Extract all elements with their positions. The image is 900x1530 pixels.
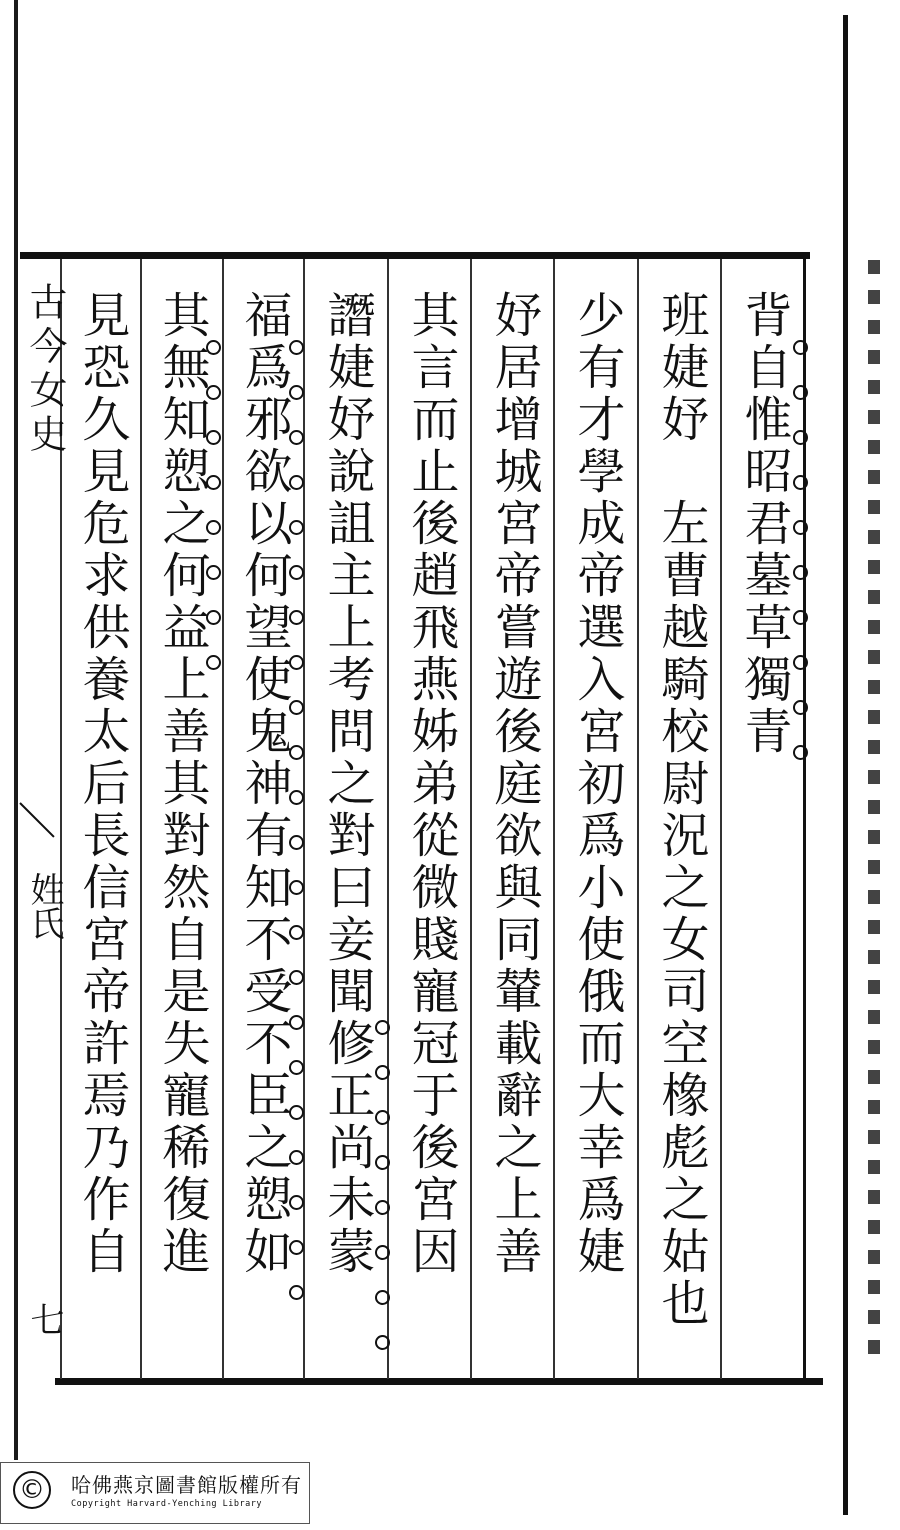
text-column [645, 290, 717, 1375]
text-column [478, 290, 550, 1375]
emphasis-circle [793, 655, 808, 670]
column-rule [637, 259, 639, 1379]
copyright-english: Copyright Harvard-Yenching Library [71, 1499, 262, 1509]
emphasis-circle [289, 1150, 304, 1165]
emphasis-marks [205, 340, 221, 700]
column-text: 福爲邪欲以何望使鬼神有知不受不臣之愬如 [236, 290, 292, 1278]
spine-section: 姓氏 [24, 872, 64, 940]
emphasis-circle [206, 430, 221, 445]
emphasis-circle [289, 475, 304, 490]
emphasis-circle [206, 340, 221, 355]
emphasis-circle [289, 1105, 304, 1120]
emphasis-circle [289, 1240, 304, 1255]
text-column [311, 290, 383, 1375]
column-rule [140, 259, 142, 1379]
emphasis-circle [289, 610, 304, 625]
column-rule [222, 259, 224, 1379]
text-column [395, 290, 467, 1375]
column-text: 班婕妤 左曹越騎校尉況之女司空橡彪之姑也 [653, 290, 709, 1330]
emphasis-circle [289, 385, 304, 400]
emphasis-circle [375, 1155, 390, 1170]
emphasis-circle [206, 610, 221, 625]
emphasis-circle [289, 880, 304, 895]
emphasis-circle [289, 655, 304, 670]
emphasis-circle [289, 835, 304, 850]
emphasis-circle [206, 475, 221, 490]
spine-title: 古今女史 [23, 282, 67, 458]
margin-punctuation-marks [868, 260, 880, 1360]
emphasis-circle [289, 1015, 304, 1030]
emphasis-circle [793, 745, 808, 760]
emphasis-circle [375, 1290, 390, 1305]
column-text: 其言而止後趙飛燕姊弟從微賤寵冠于後宮因 [403, 290, 459, 1278]
column-text: 少有才學成帝選入宮初爲小使俄而大幸爲婕 [569, 290, 625, 1278]
page-edge-right [843, 15, 848, 1515]
emphasis-circle [793, 430, 808, 445]
spine-fold-mark [19, 802, 54, 837]
copyright-chinese: 哈佛燕京圖書館版權所有 [71, 1473, 302, 1497]
emphasis-circle [375, 1245, 390, 1260]
emphasis-circle [793, 610, 808, 625]
column-text: 妤居增城宮帝嘗遊後庭欲與同輦載辭之上善 [486, 290, 542, 1278]
emphasis-circle [793, 520, 808, 535]
emphasis-circle [289, 925, 304, 940]
emphasis-circle [375, 1020, 390, 1035]
column-text: 見恐久見危求供養太后長信宮帝許焉乃作自 [74, 290, 130, 1278]
column-rule [553, 259, 555, 1379]
emphasis-marks [792, 340, 808, 790]
emphasis-circle [375, 1065, 390, 1080]
emphasis-marks [374, 1020, 390, 1380]
book-spine [18, 262, 67, 1377]
column-rule [470, 259, 472, 1379]
emphasis-circle [289, 520, 304, 535]
emphasis-circle [793, 565, 808, 580]
emphasis-circle [289, 970, 304, 985]
text-column [728, 290, 800, 1375]
emphasis-circle [289, 340, 304, 355]
emphasis-circle [793, 475, 808, 490]
emphasis-circle [289, 1195, 304, 1210]
column-rule [720, 259, 722, 1379]
emphasis-circle [375, 1110, 390, 1125]
emphasis-circle [289, 1060, 304, 1075]
emphasis-circle [289, 700, 304, 715]
emphasis-circle [375, 1335, 390, 1350]
emphasis-circle [289, 790, 304, 805]
column-text: 譖婕妤說詛主上考問之對曰妾聞修正尚未蒙 [319, 290, 375, 1278]
emphasis-circle [289, 430, 304, 445]
emphasis-circle [206, 385, 221, 400]
emphasis-circle [206, 655, 221, 670]
emphasis-circle [793, 385, 808, 400]
emphasis-circle [206, 520, 221, 535]
emphasis-circle [793, 700, 808, 715]
emphasis-circle [375, 1200, 390, 1215]
column-text: 其無知愬之何益上善其對然自是失寵稀復進 [154, 290, 210, 1278]
emphasis-circle [289, 565, 304, 580]
text-column [66, 290, 138, 1375]
text-column [561, 290, 633, 1375]
emphasis-circle [206, 565, 221, 580]
emphasis-marks [288, 340, 304, 1330]
spine-page-number: 七 [24, 1302, 64, 1336]
emphasis-circle [289, 1285, 304, 1300]
column-text: 背自惟昭君墓草獨青 [736, 290, 792, 758]
copyright-notice [0, 1462, 310, 1524]
frame-bottom-border [55, 1378, 823, 1385]
copyright-icon: © [13, 1471, 51, 1509]
frame-top-border [20, 252, 810, 259]
emphasis-circle [289, 745, 304, 760]
emphasis-circle [793, 340, 808, 355]
